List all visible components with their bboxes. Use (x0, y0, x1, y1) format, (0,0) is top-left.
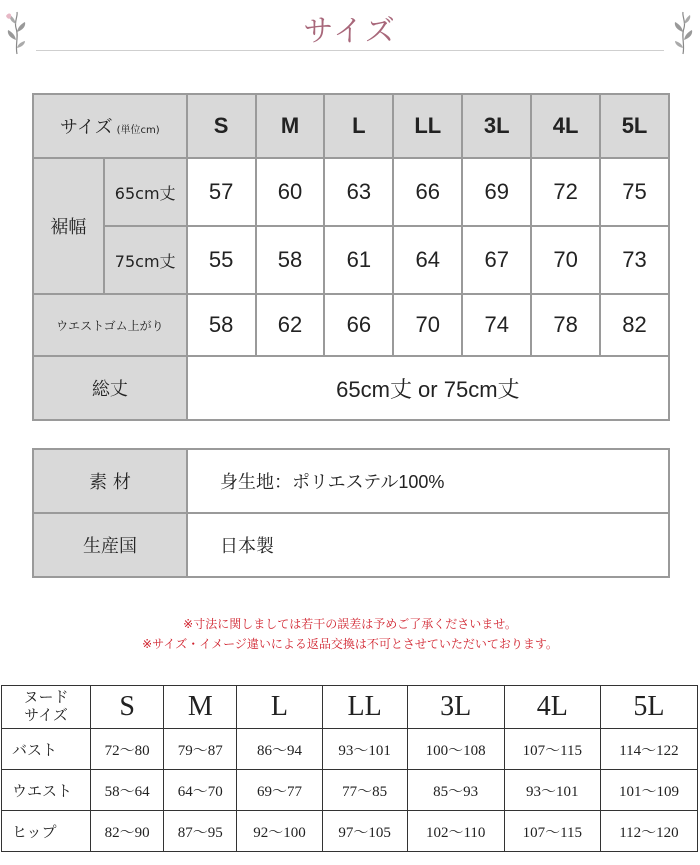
size-table (32, 93, 670, 421)
table-cell: 87〜95 (164, 811, 237, 852)
total-length-value: 65cm丈 or 75cm丈 (187, 356, 669, 420)
table-cell: 100〜108 (407, 729, 504, 770)
table-cell: 66 (324, 294, 393, 356)
table-row (2, 770, 698, 811)
table-cell: 64〜70 (164, 770, 237, 811)
table-cell: 93〜101 (322, 729, 407, 770)
table-cell: 93〜101 (504, 770, 600, 811)
nude-header-5l: 5L (600, 686, 697, 729)
table-cell: 82〜90 (91, 811, 164, 852)
table-row (2, 811, 698, 852)
table-cell: 86〜94 (237, 729, 322, 770)
table-cell: 69〜77 (237, 770, 322, 811)
table-row (33, 356, 669, 420)
size-header-3l: 3L (462, 94, 531, 158)
material-label: 素 材 (33, 449, 187, 513)
size-header-ll: LL (393, 94, 462, 158)
size-corner-header (33, 94, 187, 158)
nude-size-corner (2, 686, 91, 729)
notes (0, 614, 700, 654)
size-header-l: L (324, 94, 393, 158)
table-cell: 107〜115 (504, 729, 600, 770)
hem-width-label: 裾幅 (33, 158, 104, 294)
page-title: サイズ (303, 14, 397, 49)
table-cell: 79〜87 (164, 729, 237, 770)
table-row (2, 729, 698, 770)
nude-header-4l: 4L (504, 686, 600, 729)
table-row (33, 294, 669, 356)
table-cell: 112〜120 (600, 811, 697, 852)
header-divider (36, 50, 664, 51)
table-cell: 69 (462, 158, 531, 226)
table-cell: 58〜64 (91, 770, 164, 811)
row-label-75: 75cm丈 (104, 226, 187, 294)
table-cell: 63 (324, 158, 393, 226)
size-unit-label: (単位cm) (116, 125, 160, 136)
table-row (2, 686, 698, 729)
bust-label: バスト (2, 729, 91, 770)
nude-header-3l: 3L (407, 686, 504, 729)
nude-corner-line2: サイズ (24, 708, 68, 724)
table-cell: 78 (531, 294, 600, 356)
table-cell: 75 (600, 158, 669, 226)
table-cell: 61 (324, 226, 393, 294)
table-cell: 114〜122 (600, 729, 697, 770)
note-tolerance: ※寸法に関しましては若干の誤差は予めご了承くださいませ。 (183, 617, 517, 631)
table-cell: 82 (600, 294, 669, 356)
table-cell: 74 (462, 294, 531, 356)
size-header-4l: 4L (531, 94, 600, 158)
waist-label: ウエストゴム上がり (33, 294, 187, 356)
table-cell: 92〜100 (237, 811, 322, 852)
material-table (32, 448, 670, 578)
nude-header-s: S (91, 686, 164, 729)
nude-header-m: M (164, 686, 237, 729)
hip-label: ヒップ (2, 811, 91, 852)
floral-ornament-icon (668, 10, 698, 56)
table-cell: 67 (462, 226, 531, 294)
size-header-s: S (187, 94, 256, 158)
table-cell: 66 (393, 158, 462, 226)
table-cell: 73 (600, 226, 669, 294)
table-cell: 97〜105 (322, 811, 407, 852)
table-row (33, 158, 669, 226)
note-returns: ※サイズ・イメージ違いによる返品交換は不可とさせていただいております。 (142, 637, 558, 651)
table-row (33, 226, 669, 294)
table-cell: 64 (393, 226, 462, 294)
material-value: 身生地：ポリエステル100% (187, 449, 669, 513)
row-label-65: 65cm丈 (104, 158, 187, 226)
table-cell: 70 (393, 294, 462, 356)
table-cell: 72〜80 (91, 729, 164, 770)
origin-label: 生産国 (33, 513, 187, 577)
table-cell: 107〜115 (504, 811, 600, 852)
table-cell: 58 (256, 226, 325, 294)
total-length-label: 総丈 (33, 356, 187, 420)
waist-size-label: ウエスト (2, 770, 91, 811)
nude-header-l: L (237, 686, 322, 729)
table-cell: 55 (187, 226, 256, 294)
table-cell: 72 (531, 158, 600, 226)
table-cell: 101〜109 (600, 770, 697, 811)
table-cell: 85〜93 (407, 770, 504, 811)
size-header-m: M (256, 94, 325, 158)
nude-size-table (1, 685, 698, 852)
table-cell: 60 (256, 158, 325, 226)
table-cell: 77〜85 (322, 770, 407, 811)
nude-corner-line1: ヌード (23, 690, 69, 706)
origin-value: 日本製 (187, 513, 669, 577)
nude-header-ll: LL (322, 686, 407, 729)
size-header-5l: 5L (600, 94, 669, 158)
page-header (0, 0, 700, 60)
table-cell: 102〜110 (407, 811, 504, 852)
size-corner-label: サイズ (60, 117, 113, 138)
table-row (33, 513, 669, 577)
table-cell: 57 (187, 158, 256, 226)
table-cell: 58 (187, 294, 256, 356)
table-cell: 70 (531, 226, 600, 294)
table-row (33, 449, 669, 513)
table-cell: 62 (256, 294, 325, 356)
